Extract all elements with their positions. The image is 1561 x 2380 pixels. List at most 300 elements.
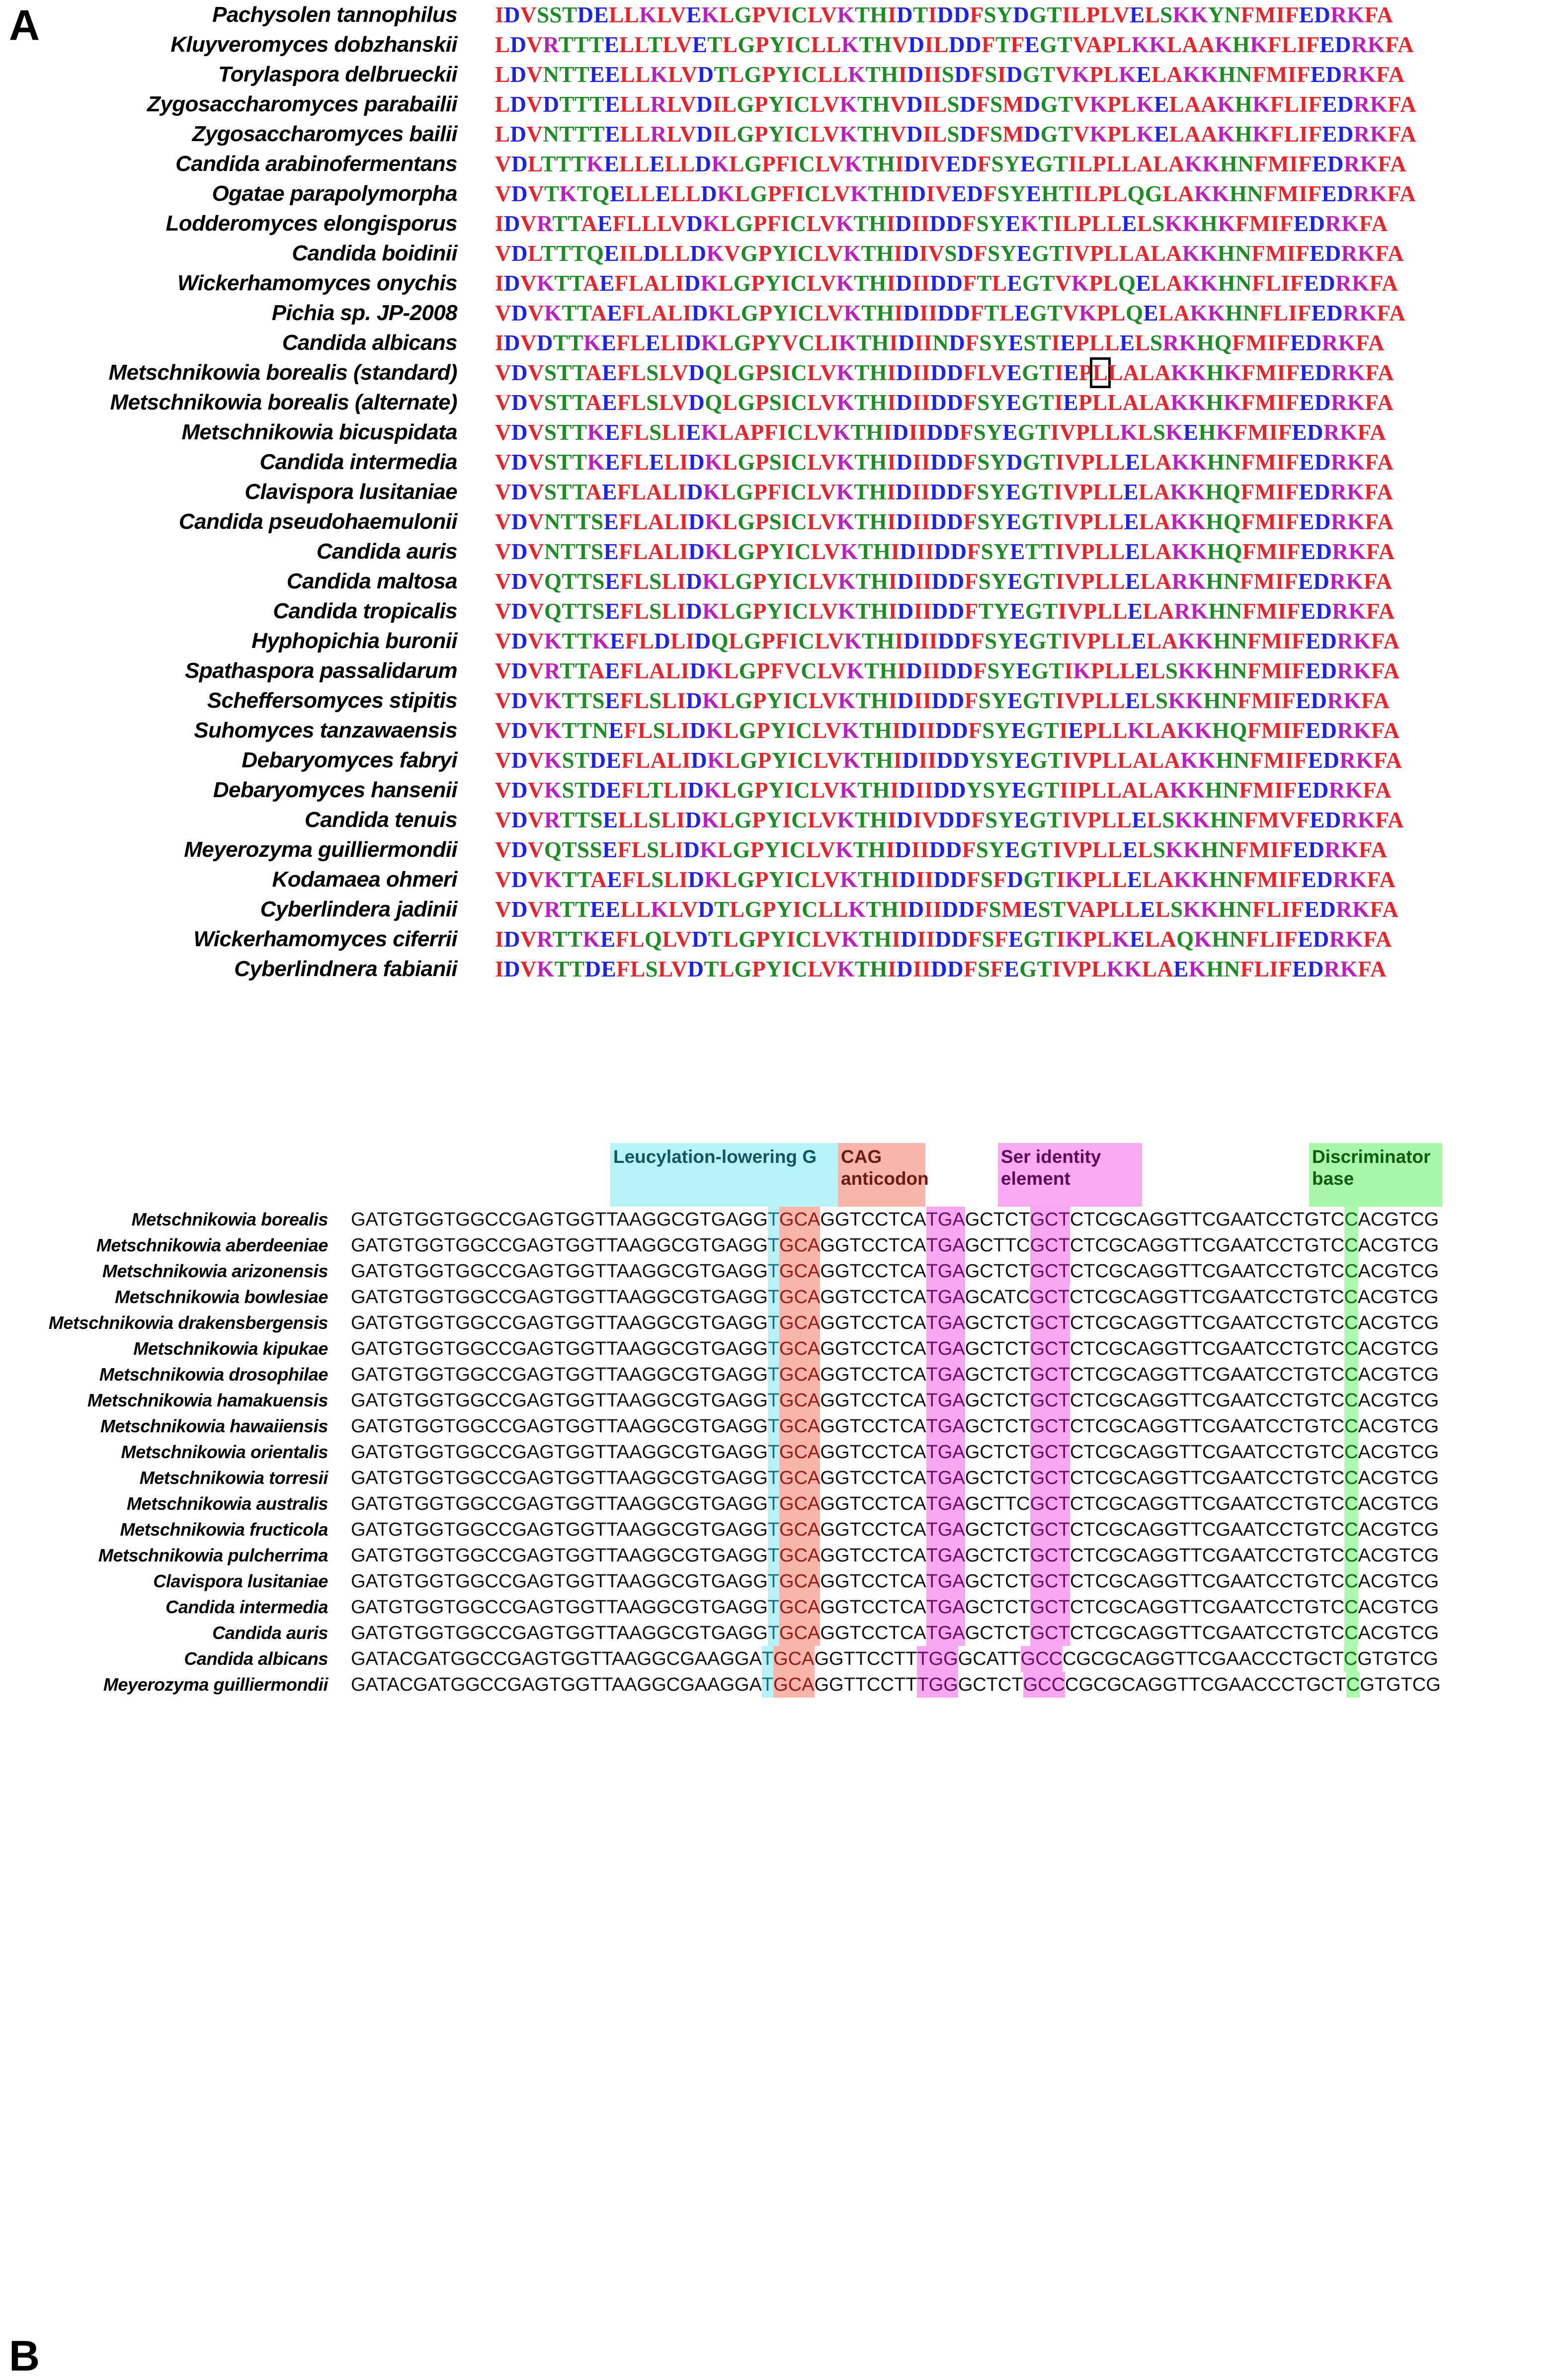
residue: A [590, 301, 607, 326]
residue: V [890, 122, 906, 147]
residue: F [1365, 450, 1378, 475]
residue: E [607, 867, 622, 892]
bases: GATGTGGTGGCCGAGTGGTTAAGGCGTGAGG [351, 1545, 768, 1566]
residue: E [608, 718, 624, 743]
residue: K [1200, 271, 1218, 296]
residue: F [1279, 837, 1293, 862]
alignment-row [0, 716, 1561, 745]
residue: T [1041, 927, 1057, 952]
residue: T [577, 629, 592, 654]
residue: T [865, 62, 881, 87]
residue: D [686, 480, 703, 504]
highlighted-bases: T [768, 1439, 779, 1465]
residue: R [1327, 688, 1344, 713]
residue: F [994, 927, 1008, 952]
alignment-row [0, 388, 1561, 417]
protein-sequence [495, 417, 1386, 447]
residue: V [1063, 509, 1080, 534]
residue: D [1323, 748, 1340, 773]
residue: L [1121, 92, 1137, 117]
residue: G [733, 837, 750, 862]
residue: T [568, 330, 584, 355]
residue: D [1314, 450, 1331, 475]
residue: E [1300, 539, 1316, 564]
residue: R [1329, 569, 1346, 594]
residue: E [1002, 420, 1018, 445]
protein-sequence [495, 179, 1416, 209]
residue: G [1035, 152, 1054, 176]
residue: K [1179, 330, 1197, 355]
residue: P [762, 152, 776, 176]
residue: I [1282, 718, 1292, 743]
residue: F [1252, 62, 1266, 87]
residue: Y [991, 688, 1008, 713]
residue: L [1150, 658, 1165, 683]
residue: K [1359, 301, 1377, 326]
residue: K [703, 211, 721, 236]
residue: H [879, 658, 898, 683]
protein-sequence [495, 895, 1398, 924]
residue: D [903, 301, 920, 326]
highlighted-bases: GCT [1030, 1568, 1070, 1594]
alignment-row [0, 119, 1561, 149]
residue: I [713, 92, 722, 117]
residue: E [1321, 181, 1337, 206]
residue: L [807, 390, 821, 415]
residue: I [1277, 599, 1287, 624]
protein-sequence [495, 924, 1392, 954]
residue: D [1312, 778, 1329, 803]
residue: I [918, 748, 928, 773]
residue: D [1024, 122, 1041, 147]
residue: K [1195, 629, 1214, 654]
residue: E [1292, 957, 1308, 982]
residue: K [1180, 748, 1198, 773]
residue: H [868, 837, 886, 862]
residue: I [923, 330, 933, 355]
residue: K [1170, 509, 1188, 534]
residue: A [1184, 92, 1201, 117]
residue: G [1022, 62, 1041, 87]
residue: R [1342, 62, 1359, 87]
residue: S [646, 360, 659, 385]
residue: V [680, 122, 696, 147]
residue: P [755, 360, 769, 385]
residue: L [658, 360, 672, 385]
residue: D [900, 539, 916, 564]
residue: I [895, 152, 904, 176]
residue: I [931, 658, 941, 683]
residue: M [1255, 360, 1277, 385]
dna-sequence [351, 1388, 1439, 1413]
residue: V [495, 241, 511, 266]
residue: P [754, 92, 769, 117]
highlighted-bases: C [1344, 1543, 1358, 1568]
residue: K [1190, 2, 1208, 27]
residue: D [1305, 330, 1322, 355]
residue: T [854, 271, 869, 296]
residue: M [1258, 808, 1280, 832]
residue: D [945, 837, 962, 862]
residue: T [552, 927, 568, 952]
residue: H [1213, 629, 1231, 654]
residue: F [1290, 271, 1304, 296]
residue: V [528, 837, 544, 862]
residue: D [1314, 2, 1331, 27]
residue: F [1359, 211, 1372, 236]
residue: I [677, 480, 687, 504]
residue: M [1249, 211, 1271, 236]
residue: S [976, 211, 989, 236]
residue: E [1007, 569, 1023, 594]
bases: GCATT [958, 1648, 1021, 1669]
residue: L [729, 629, 744, 654]
residue: K [1165, 837, 1183, 862]
residue: T [859, 927, 874, 952]
residue: I [781, 480, 791, 504]
protein-sequence [495, 656, 1400, 686]
residue: L [624, 2, 640, 27]
residue: T [857, 92, 873, 117]
dna-sequence [351, 1336, 1439, 1362]
residue: E [645, 330, 661, 355]
residue: F [971, 808, 986, 832]
residue: T [1047, 2, 1063, 27]
residue: E [606, 778, 622, 803]
residue: L [495, 92, 510, 117]
residue: K [841, 718, 860, 743]
residue: T [1057, 32, 1073, 57]
residue: T [1040, 539, 1056, 564]
residue: Y [991, 569, 1008, 594]
residue: V [766, 2, 783, 27]
residue: G [1029, 301, 1048, 326]
residue: F [1357, 420, 1370, 445]
residue: K [1347, 2, 1365, 27]
residue: L [620, 122, 636, 147]
residue: A [1387, 241, 1404, 266]
residue: F [1270, 92, 1284, 117]
residue: L [719, 808, 735, 832]
residue: S [941, 62, 955, 87]
highlighted-bases: GCA [779, 1232, 820, 1258]
residue: K [1188, 360, 1207, 385]
residue: T [575, 808, 590, 832]
bases: GGTCCTCA [820, 1390, 926, 1411]
residue: T [560, 808, 575, 832]
residue: I [928, 2, 937, 27]
residue: K [848, 897, 866, 922]
residue: E [602, 837, 618, 862]
residue: T [577, 599, 592, 624]
residue: K [836, 390, 855, 415]
residue: A [1160, 718, 1177, 743]
residue: L [932, 122, 947, 147]
species-name: Kodamaea ohmeri [272, 867, 457, 892]
residue: E [1026, 181, 1042, 206]
bases: CTCGCAGGTTCGAATCCTGTC [1069, 1313, 1345, 1333]
highlighted-bases: TGA [926, 1284, 965, 1310]
bases: GATGTGGTGGCCGAGTGGTTAAGGCGTGAGG [351, 1209, 768, 1230]
residue: E [1293, 211, 1309, 236]
residue: I [1299, 122, 1309, 147]
residue: V [495, 778, 511, 803]
residue: I [924, 32, 934, 57]
dna-alignment-row [0, 1336, 1561, 1362]
residue: C [798, 301, 815, 326]
residue: K [1124, 957, 1142, 982]
residue: D [948, 569, 965, 594]
residue: P [1077, 778, 1092, 803]
bases: GGTCCTCA [820, 1597, 926, 1618]
residue: K [1171, 360, 1189, 385]
residue: L [810, 122, 823, 147]
highlighted-bases: T [768, 1543, 779, 1568]
residue: T [562, 599, 577, 624]
residue: V [672, 390, 689, 415]
bases: ACGTCG [1358, 1571, 1439, 1592]
panel-a-letter: A [9, 1, 40, 49]
alignment-row [0, 268, 1561, 298]
residue: I [911, 211, 921, 236]
residue: K [1183, 837, 1201, 862]
residue: A [585, 390, 602, 415]
residue: F [1241, 450, 1255, 475]
residue: F [1290, 897, 1305, 922]
highlighted-bases: T [768, 1413, 779, 1439]
residue: E [692, 32, 708, 57]
residue: R [537, 927, 553, 952]
residue: K [559, 181, 577, 206]
residue: V [495, 748, 511, 773]
residue: F [1296, 241, 1310, 266]
residue: V [1073, 122, 1090, 147]
residue: T [554, 957, 570, 982]
residue: V [528, 688, 544, 713]
residue: D [896, 509, 913, 534]
residue: H [1210, 808, 1228, 832]
residue: I [921, 360, 931, 385]
residue: L [1145, 2, 1160, 27]
residue: Q [544, 599, 562, 624]
residue: L [1112, 867, 1127, 892]
residue: C [791, 808, 808, 832]
protein-sequence [495, 89, 1416, 119]
highlighted-bases: GCA [779, 1491, 820, 1517]
residue: F [1283, 778, 1298, 803]
residue: P [1090, 241, 1104, 266]
residue: K [1347, 360, 1366, 385]
residue: L [661, 420, 677, 445]
highlighted-bases: GCT [1030, 1388, 1070, 1413]
residue: S [648, 808, 661, 832]
bases: CTCGCAGGTTCGAATCCTGTC [1069, 1287, 1344, 1308]
residue: L [628, 241, 644, 266]
residue: K [1188, 390, 1206, 415]
residue: V [820, 211, 836, 236]
residue: V [1072, 32, 1086, 57]
residue: A [585, 480, 602, 504]
residue: K [1218, 211, 1235, 236]
residue: A [1386, 748, 1402, 773]
residue: R [1324, 837, 1341, 862]
residue: I [1055, 360, 1064, 385]
residue: F [620, 450, 634, 475]
residue: A [1166, 271, 1183, 296]
residue: D [929, 837, 946, 862]
residue: L [722, 122, 737, 147]
residue: I [887, 360, 897, 385]
residue: K [702, 569, 720, 594]
species-name: Meyerozyma guilliermondii [184, 837, 457, 862]
residue: T [575, 658, 589, 683]
residue: E [1004, 957, 1020, 982]
residue: D [686, 569, 703, 594]
residue: A [1161, 629, 1178, 654]
residue: K [705, 539, 723, 564]
residue: Y [1208, 2, 1225, 27]
dna-alignment-row [0, 1465, 1561, 1491]
residue: E [589, 62, 605, 87]
residue: L [722, 539, 738, 564]
residue: F [963, 450, 978, 475]
residue: I [682, 748, 691, 773]
bases: CTCGCAGGTTCGAATCCTGTC [1069, 1338, 1345, 1359]
residue: L [1092, 390, 1108, 415]
highlighted-bases: GCT [1030, 1594, 1070, 1620]
residue: T [708, 927, 724, 952]
residue: I [912, 390, 922, 415]
residue: H [866, 420, 884, 445]
bases: GATGTGGTGGCCGAGTGGTTAAGGCGTGAGG [351, 1364, 768, 1385]
residue: H [876, 301, 895, 326]
residue: L [807, 509, 821, 534]
species-name: Candida auris [316, 539, 457, 564]
residue: H [1213, 658, 1231, 683]
residue: L [722, 450, 738, 475]
highlighted-bases: C [1344, 1620, 1358, 1646]
residue: M [1263, 748, 1285, 773]
residue: T [1049, 658, 1065, 683]
bases: GCATC [965, 1287, 1030, 1308]
residue: I [785, 778, 794, 803]
residue: E [1312, 152, 1327, 176]
residue: L [635, 122, 651, 147]
highlighted-bases: TGA [926, 1620, 965, 1646]
residue: N [543, 62, 560, 87]
residue: I [1276, 509, 1286, 534]
alignment-row [0, 328, 1561, 358]
residue: Y [993, 599, 1010, 624]
residue: E [602, 808, 618, 832]
residue: G [737, 92, 755, 117]
residue: Q [1230, 718, 1247, 743]
alignment-row [0, 835, 1561, 865]
residue: L [633, 808, 649, 832]
residue: S [769, 390, 782, 415]
species-name: Metschnikowia fructicola [120, 1519, 328, 1540]
residue: C [794, 539, 811, 564]
residue: R [650, 122, 667, 147]
residue: R [650, 92, 667, 117]
residue: V [823, 867, 840, 892]
bases: GCTCT [958, 1674, 1023, 1695]
residue: S [977, 450, 990, 475]
residue: L [639, 629, 655, 654]
residue: G [1022, 360, 1040, 385]
residue: D [953, 748, 970, 773]
residue: K [1183, 62, 1201, 87]
residue: D [1307, 957, 1324, 982]
residue: T [575, 92, 590, 117]
residue: I [1050, 420, 1060, 445]
residue: I [921, 480, 930, 504]
highlighted-bases: T [768, 1517, 779, 1543]
residue: F [1232, 330, 1246, 355]
residue: D [511, 897, 528, 922]
residue: K [1343, 688, 1361, 713]
species-name: Metschnikowia hawaiiensis [100, 1416, 328, 1436]
residue: L [1140, 688, 1155, 713]
bases: GGTCCTCA [820, 1416, 926, 1437]
residue: D [960, 92, 977, 117]
residue: I [789, 301, 798, 326]
residue: L [1110, 569, 1125, 594]
bases: GCTTC [965, 1493, 1030, 1514]
residue: D [687, 957, 704, 982]
residue: F [1267, 32, 1282, 57]
residue: T [558, 32, 574, 57]
residue: V [820, 450, 837, 475]
residue: L [664, 450, 680, 475]
residue: T [575, 62, 590, 87]
residue: G [1022, 569, 1041, 594]
residue: I [916, 539, 925, 564]
bases: GCTCT [965, 1416, 1030, 1437]
residue: I [786, 927, 796, 952]
residue: K [704, 778, 722, 803]
residue: I [782, 390, 791, 415]
residue: F [1291, 718, 1306, 743]
residue: P [755, 390, 769, 415]
residue: V [1062, 301, 1079, 326]
residue: F [617, 360, 631, 385]
highlighted-bases: GCA [773, 1672, 814, 1698]
residue: S [653, 718, 666, 743]
residue: C [790, 271, 807, 296]
residue: D [686, 211, 703, 236]
residue: L [1138, 420, 1153, 445]
alignment-row [0, 895, 1561, 924]
species-name: Metschnikowia drakensbergensis [48, 1313, 328, 1333]
residue: F [963, 509, 978, 534]
residue: S [647, 837, 659, 862]
residue: K [1127, 718, 1146, 743]
residue: F [1356, 330, 1368, 355]
residue: F [1281, 688, 1296, 713]
species-name: Lodderomyces elongisporus [165, 211, 457, 236]
dna-sequence [351, 1517, 1439, 1543]
residue: I [1297, 32, 1306, 57]
residue: L [808, 2, 821, 27]
residue: E [1068, 718, 1083, 743]
residue: M [1002, 122, 1024, 147]
residue: L [634, 152, 650, 176]
residue: G [1021, 480, 1039, 504]
residue: K [1065, 927, 1083, 952]
residue: M [1248, 837, 1270, 862]
residue: I [789, 629, 799, 654]
